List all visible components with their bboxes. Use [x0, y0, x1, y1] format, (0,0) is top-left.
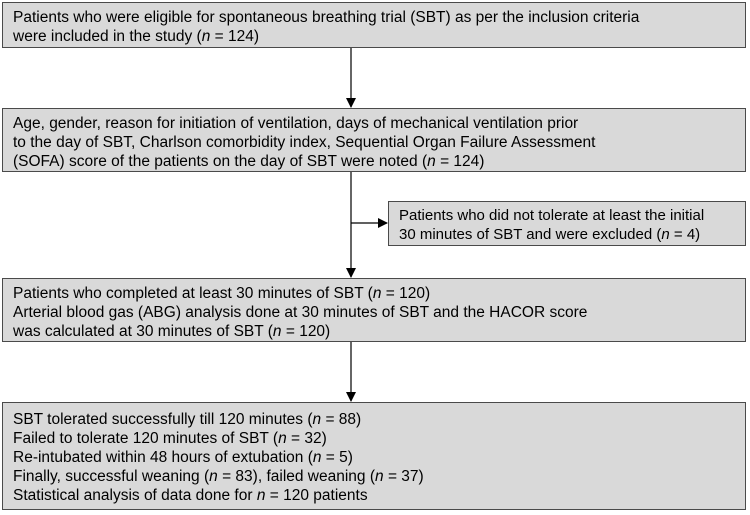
- text-segment: = 5): [321, 449, 353, 466]
- box-text-line: [13, 114, 735, 133]
- text-segment: Patients who were eligible for spontaneous breathing trial (SBT) as per the inclusion criteria: [13, 9, 640, 26]
- text-segment: = 120 patients: [265, 487, 368, 504]
- completed-30min-box: [2, 278, 746, 342]
- box-text-line: [13, 486, 735, 505]
- text-segment: Patients who completed at least 30 minutes of SBT (: [13, 285, 373, 302]
- text-segment: = 37): [383, 468, 424, 485]
- box-text-line: [13, 303, 735, 322]
- eligible-patients-box: [2, 2, 746, 48]
- italic-n: n: [209, 468, 218, 485]
- text-segment: = 83), failed weaning (: [217, 468, 376, 485]
- box-text-line: [13, 410, 735, 429]
- box-text-line: [13, 322, 735, 341]
- italic-n: n: [201, 28, 211, 45]
- text-segment: 30 minutes of SBT and were excluded (: [399, 226, 662, 243]
- text-segment: = 124): [435, 153, 485, 170]
- text-segment: to the day of SBT, Charlson comorbidity index, Sequential Organ Failure Assessment: [13, 134, 596, 151]
- italic-n: n: [427, 153, 436, 170]
- text-segment: Failed to tolerate 120 minutes of SBT (: [13, 430, 279, 447]
- italic-n: n: [661, 226, 670, 243]
- text-segment: = 32): [286, 430, 327, 447]
- text-segment: were included in the study (: [13, 28, 202, 45]
- text-segment: Age, gender, reason for initiation of ventilation, days of mechanical ventilation prior: [13, 115, 579, 132]
- italic-n: n: [256, 487, 266, 504]
- box-text-line: [13, 284, 735, 303]
- italic-n: n: [278, 430, 287, 447]
- italic-n: n: [372, 285, 382, 302]
- baseline-data-box: [2, 108, 746, 172]
- outcomes-box: [2, 402, 746, 510]
- text-segment: Arterial blood gas (ABG) analysis done at 30 minutes of SBT and the HACOR score: [13, 304, 588, 321]
- italic-n: n: [312, 449, 322, 466]
- text-segment: SBT tolerated successfully till 120 minutes (: [13, 411, 313, 428]
- box-text-line: [13, 133, 735, 152]
- box-text-line: [13, 429, 735, 448]
- text-segment: = 120): [381, 285, 431, 302]
- text-segment: (SOFA) score of the patients on the day of SBT were noted (: [13, 153, 428, 170]
- italic-n: n: [272, 323, 282, 340]
- text-segment: = 120): [281, 323, 331, 340]
- excluded-patients-box: [388, 201, 746, 246]
- box-text-line: [399, 206, 745, 225]
- text-segment: was calculated at 30 minutes of SBT (: [13, 323, 273, 340]
- text-segment: = 88): [321, 411, 362, 428]
- text-segment: Statistical analysis of data done for: [13, 487, 257, 504]
- italic-n: n: [375, 468, 384, 485]
- text-segment: = 4): [669, 226, 701, 243]
- box-text-line: [13, 467, 735, 486]
- box-text-line: [13, 8, 735, 27]
- box-text-line: [399, 225, 745, 244]
- box-text-line: [13, 152, 735, 171]
- text-segment: = 124): [210, 28, 259, 45]
- text-segment: Patients who did not tolerate at least the initial: [399, 207, 705, 224]
- box-text-line: [13, 448, 735, 467]
- text-segment: Re-intubated within 48 hours of extubation (: [13, 449, 313, 466]
- text-segment: Finally, successful weaning (: [13, 468, 210, 485]
- box-text-line: [13, 27, 735, 46]
- italic-n: n: [312, 411, 322, 428]
